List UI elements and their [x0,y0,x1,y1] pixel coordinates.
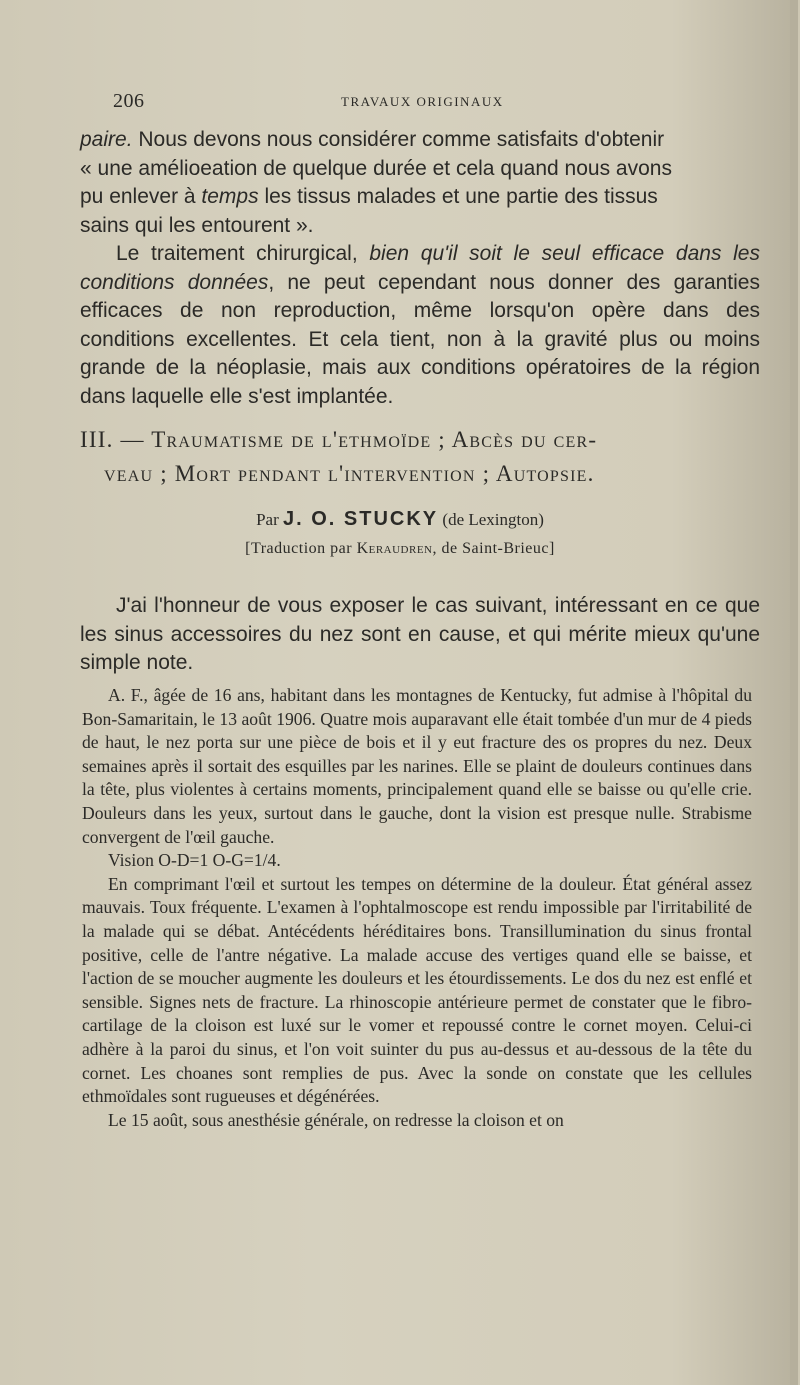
translator-name: Keraudren [356,540,433,557]
intro-line-3-a: pu enlever à [80,185,202,208]
intro-paragraph-2: Le traitement chirurgical, bien qu'il soit le seul efficace dans les conditions données, ne peut cependant nous donner des garanties efficaces de non reproduction, même lorsqu'on opère dans des conditions excellentes. Et cela tient, non à la gravité plus ou moins grande de la néoplasie, mais aux conditions opératoires de la région dans laquelle elle s'est implantée. [80,242,760,408]
author-line [0,508,800,531]
translator-suffix: , de Saint-Brieuc] [432,540,555,557]
author-name: J. O. STUCKY [283,508,439,530]
translator-prefix: [Traduction par [245,540,353,557]
case-report [82,684,752,1132]
case-paragraph-3: Le 15 août, sous anesthésie générale, on redresse la cloison et on [108,1109,564,1130]
case-paragraph-1: A. F., âgée de 16 ans, habitant dans les montagnes de Kentucky, fut admise à l'hôpital du Bon-Samaritain, le 13 août 1906. Quatre mois auparavant elle était tombée d'un mur de 4 pieds de haut, le nez porta sur une pièce de bois et il y eut fracture des os propres du nez. Deux semaines après il sortait des esquilles par les narines. Elle se plaint de douleurs continues dans la tête, plus violentes à certains moments, principalement quand elle se baisse ou qu'elle crie. Douleurs dans les yeux, surtout dans le gauche, dont la vision est presque nulle. Strabisme convergent de l'œil gauche. [82,685,752,847]
page-number: 206 [113,90,145,112]
article-intro [80,592,760,678]
intro-line-1-italic: paire. [80,128,133,151]
section-title-line-2: veau ; Mort pendant l'intervention ; Autopsie. [104,461,595,486]
translator-line [0,540,800,558]
author-place: (de Lexington) [442,510,544,529]
intro-line-4: sains qui les entourent ». [80,213,314,237]
case-paragraph-2: En comprimant l'œil et surtout les tempes on détermine de la douleur. État général assez mauvais. Toux fréquente. L'examen à l'ophtalmoscope est rendu impossible par l'irritabilité de la malade qui se débat. Antécédents héréditaires bons. Transillumination du sinus frontal positive, celle de l'antre négative. La malade accuse des vertiges quand elle se baisse, et l'action de se moucher augmente les douleurs et les étourdissements. Le dos du nez est enflé et sensible. Signes nets de fracture. La rhinoscopie antérieure permet de constater que le fibro-cartilage de la cloison est luxé sur le vomer et repoussé contre le cornet moyen. Celui-ci adhère à la paroi du sinus, et l'on voit suinter du pus au-dessus et au-dessous de la tête du cornet. Les choanes sont remplies de pus. Avec la sonde on constate que les cellules ethmoïdales sont rugueuses et dégénérées. [82,873,752,1107]
intro-line-1-rest: Nous devons nous considérer comme satisfaits d'obtenir [132,128,665,151]
article-intro-paragraph: J'ai l'honneur de vous exposer le cas suivant, intéressant en ce que les sinus accessoires du nez sont en cause, et qui mérite mieux qu'une simple note. [80,594,760,674]
author-prefix: Par [256,510,279,529]
intro-line-2: « une amélioeation de quelque durée et cela quand nous avons [80,156,672,180]
running-head: TRAVAUX ORIGINAUX [341,94,504,109]
vision-line: Vision O-D=1 O-G=1/4. [108,850,281,871]
intro-line-3-italic: temps [201,185,259,208]
section-title-line-1: III. — Traumatisme de l'ethmoïde ; Abcès du cer- [80,427,598,452]
section-title [80,423,770,491]
page-header [113,90,730,112]
intro-line-3-b: les tissus malades et une partie des tissus [258,185,658,208]
intro-section [80,126,760,411]
intro-paragraph-1 [80,126,760,240]
